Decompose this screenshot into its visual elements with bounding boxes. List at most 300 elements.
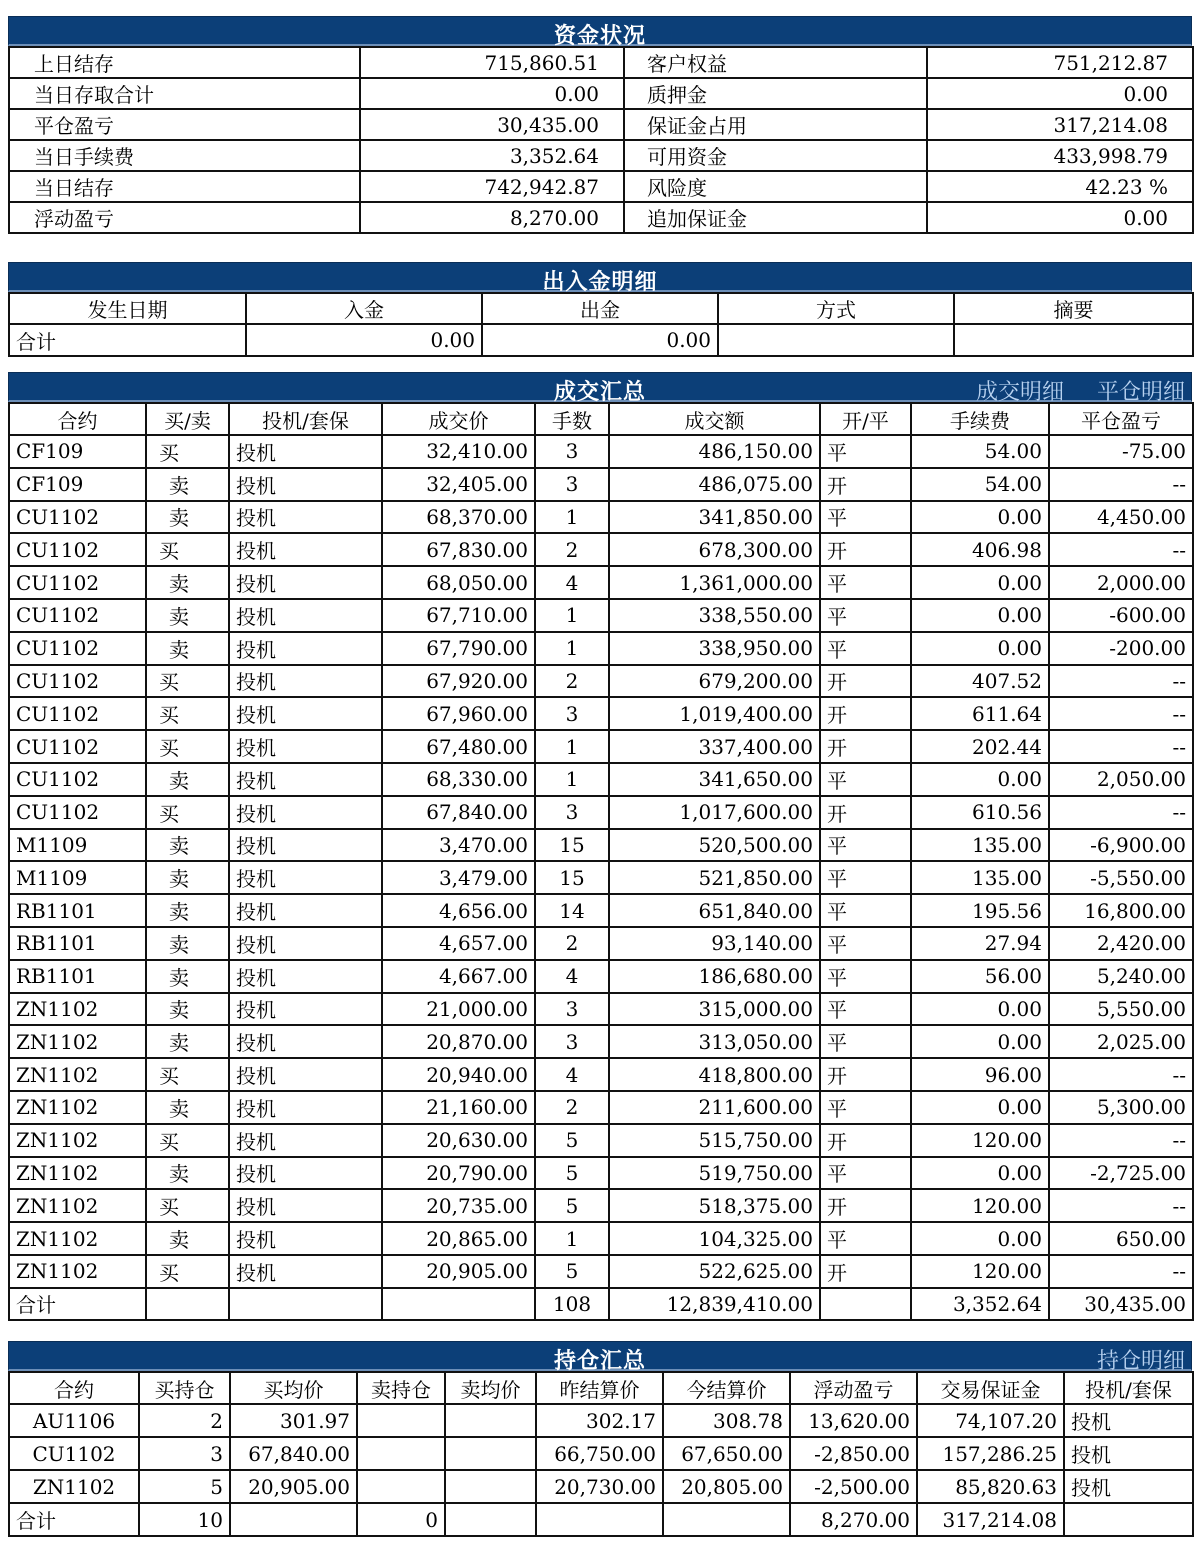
positions-total-cell <box>1064 1503 1193 1536</box>
side-cell: 卖 <box>146 960 229 993</box>
hedge-cell: 投机 <box>229 501 382 534</box>
table-row <box>9 468 1193 501</box>
table-row <box>9 632 1193 665</box>
fee-cell: 0.00 <box>911 1025 1049 1058</box>
contract-cell: ZN1102 <box>9 993 146 1026</box>
contract-cell: CU1102 <box>9 632 146 665</box>
funds-value: 42.23 % <box>927 171 1193 202</box>
table-row <box>9 829 1193 862</box>
close-pnl-cell: -- <box>1049 697 1193 730</box>
fee-cell: 96.00 <box>911 1058 1049 1091</box>
table-row <box>9 861 1193 894</box>
positions-total-cell: 317,214.08 <box>917 1503 1064 1536</box>
amount-cell: 418,800.00 <box>609 1058 820 1091</box>
cashflow-table <box>8 292 1194 357</box>
close-pnl-cell: 2,420.00 <box>1049 927 1193 960</box>
positions-title: 持仓汇总 <box>553 1348 646 1374</box>
price-cell: 67,840.00 <box>382 796 535 829</box>
trades-header <box>8 372 1192 405</box>
position-cell: 66,750.00 <box>536 1437 663 1470</box>
price-cell: 21,000.00 <box>382 993 535 1026</box>
fee-cell: 120.00 <box>911 1255 1049 1288</box>
funds-label: 上日结存 <box>9 47 360 78</box>
funds-title: 资金状况 <box>553 23 646 49</box>
positions-total-cell <box>663 1503 790 1536</box>
price-cell: 68,330.00 <box>382 763 535 796</box>
table-row <box>9 435 1193 468</box>
amount-cell: 104,325.00 <box>609 1222 820 1255</box>
funds-value: 0.00 <box>927 202 1193 233</box>
close-pnl-cell: 2,025.00 <box>1049 1025 1193 1058</box>
cashflow-column-header: 入金 <box>246 293 482 324</box>
positions-table <box>8 1371 1194 1537</box>
close-pnl-cell: 16,800.00 <box>1049 894 1193 927</box>
close-pnl-cell: -200.00 <box>1049 632 1193 665</box>
price-cell: 68,050.00 <box>382 566 535 599</box>
positions-total-cell: 8,270.00 <box>790 1503 917 1536</box>
side-cell: 卖 <box>146 566 229 599</box>
amount-cell: 315,000.00 <box>609 993 820 1026</box>
amount-cell: 338,950.00 <box>609 632 820 665</box>
price-cell: 32,405.00 <box>382 468 535 501</box>
lots-cell: 1 <box>535 501 609 534</box>
hedge-cell: 投机 <box>229 566 382 599</box>
lots-cell: 15 <box>535 861 609 894</box>
side-cell: 买 <box>146 665 229 698</box>
funds-value: 317,214.08 <box>927 109 1193 140</box>
trades-total-cell: 3,352.64 <box>911 1288 1049 1320</box>
contract-cell: M1109 <box>9 829 146 862</box>
lots-cell: 2 <box>535 533 609 566</box>
amount-cell: 93,140.00 <box>609 927 820 960</box>
cashflow-total-in: 0.00 <box>246 324 482 356</box>
openclose-cell: 平 <box>820 960 911 993</box>
positions-column-header: 卖均价 <box>445 1372 536 1404</box>
side-cell: 卖 <box>146 632 229 665</box>
price-cell: 3,470.00 <box>382 829 535 862</box>
contract-cell: CU1102 <box>9 697 146 730</box>
hedge-cell: 投机 <box>229 796 382 829</box>
side-cell: 买 <box>146 730 229 763</box>
hedge-cell: 投机 <box>229 1222 382 1255</box>
contract-cell: M1109 <box>9 861 146 894</box>
price-cell: 20,940.00 <box>382 1058 535 1091</box>
funds-value: 742,942.87 <box>360 171 624 202</box>
amount-cell: 679,200.00 <box>609 665 820 698</box>
funds-value: 8,270.00 <box>360 202 624 233</box>
cashflow-total-row <box>9 324 1193 356</box>
cashflow-title: 出入金明细 <box>542 269 658 295</box>
position-detail-link[interactable]: 持仓明细 <box>1096 1349 1185 1374</box>
positions-column-header: 投机/套保 <box>1064 1372 1193 1404</box>
close-pnl-cell: -2,725.00 <box>1049 1157 1193 1190</box>
contract-cell: CU1102 <box>9 665 146 698</box>
amount-cell: 211,600.00 <box>609 1091 820 1124</box>
position-cell: 20,805.00 <box>663 1470 790 1503</box>
amount-cell: 515,750.00 <box>609 1124 820 1157</box>
close-pnl-cell: 4,450.00 <box>1049 501 1193 534</box>
lots-cell: 15 <box>535 829 609 862</box>
fee-cell: 407.52 <box>911 665 1049 698</box>
position-cell <box>357 1470 445 1503</box>
lots-cell: 1 <box>535 1222 609 1255</box>
fee-cell: 611.64 <box>911 697 1049 730</box>
position-cell: ZN1102 <box>9 1470 139 1503</box>
position-cell: 13,620.00 <box>790 1404 917 1437</box>
table-row <box>9 1124 1193 1157</box>
contract-cell: CF109 <box>9 435 146 468</box>
close-pnl-cell: 5,550.00 <box>1049 993 1193 1026</box>
position-cell: 20,905.00 <box>230 1470 357 1503</box>
table-row <box>9 665 1193 698</box>
hedge-cell: 投机 <box>229 1091 382 1124</box>
price-cell: 68,370.00 <box>382 501 535 534</box>
close-pnl-cell: -- <box>1049 468 1193 501</box>
price-cell: 4,667.00 <box>382 960 535 993</box>
funds-label: 质押金 <box>624 78 927 109</box>
position-cell: 85,820.63 <box>917 1470 1064 1503</box>
close-pnl-cell: 2,050.00 <box>1049 763 1193 796</box>
table-row <box>9 1189 1193 1222</box>
close-pnl-cell: -- <box>1049 1124 1193 1157</box>
close-pnl-cell: 5,300.00 <box>1049 1091 1193 1124</box>
contract-cell: RB1101 <box>9 894 146 927</box>
openclose-cell: 平 <box>820 1091 911 1124</box>
table-row <box>9 566 1193 599</box>
lots-cell: 3 <box>535 697 609 730</box>
close-pnl-cell: -- <box>1049 665 1193 698</box>
cashflow-column-header: 摘要 <box>954 293 1193 324</box>
trades-total-row <box>9 1288 1193 1320</box>
positions-section <box>8 1341 1192 1537</box>
table-row <box>9 1222 1193 1255</box>
contract-cell: CF109 <box>9 468 146 501</box>
lots-cell: 4 <box>535 566 609 599</box>
side-cell: 卖 <box>146 993 229 1026</box>
positions-column-header: 卖持仓 <box>357 1372 445 1404</box>
side-cell: 买 <box>146 796 229 829</box>
trades-column-header: 成交额 <box>609 403 820 435</box>
openclose-cell: 开 <box>820 730 911 763</box>
price-cell: 67,960.00 <box>382 697 535 730</box>
fee-cell: 120.00 <box>911 1189 1049 1222</box>
positions-column-header: 今结算价 <box>663 1372 790 1404</box>
positions-column-header: 买均价 <box>230 1372 357 1404</box>
trades-table <box>8 402 1194 1321</box>
side-cell: 卖 <box>146 599 229 632</box>
openclose-cell: 平 <box>820 829 911 862</box>
table-row <box>9 927 1193 960</box>
amount-cell: 341,850.00 <box>609 501 820 534</box>
contract-cell: ZN1102 <box>9 1124 146 1157</box>
contract-cell: CU1102 <box>9 796 146 829</box>
openclose-cell: 开 <box>820 1189 911 1222</box>
cashflow-total-method <box>718 324 954 356</box>
position-cell <box>445 1437 536 1470</box>
openclose-cell: 平 <box>820 566 911 599</box>
position-cell: CU1102 <box>9 1437 139 1470</box>
contract-cell: ZN1102 <box>9 1091 146 1124</box>
amount-cell: 486,150.00 <box>609 435 820 468</box>
hedge-cell: 投机 <box>229 1124 382 1157</box>
contract-cell: ZN1102 <box>9 1058 146 1091</box>
positions-total-cell: 合计 <box>9 1503 139 1536</box>
funds-value: 0.00 <box>360 78 624 109</box>
cashflow-column-header: 方式 <box>718 293 954 324</box>
amount-cell: 520,500.00 <box>609 829 820 862</box>
funds-row <box>9 78 1193 109</box>
close-pnl-cell: -- <box>1049 730 1193 763</box>
contract-cell: ZN1102 <box>9 1189 146 1222</box>
funds-label: 当日手续费 <box>9 140 360 171</box>
openclose-cell: 平 <box>820 927 911 960</box>
fee-cell: 406.98 <box>911 533 1049 566</box>
position-cell: 67,840.00 <box>230 1437 357 1470</box>
openclose-cell: 平 <box>820 1025 911 1058</box>
side-cell: 卖 <box>146 1025 229 1058</box>
amount-cell: 519,750.00 <box>609 1157 820 1190</box>
contract-cell: CU1102 <box>9 533 146 566</box>
amount-cell: 1,361,000.00 <box>609 566 820 599</box>
openclose-cell: 平 <box>820 501 911 534</box>
fee-cell: 54.00 <box>911 435 1049 468</box>
cashflow-header <box>8 262 1192 295</box>
lots-cell: 14 <box>535 894 609 927</box>
table-row <box>9 1025 1193 1058</box>
price-cell: 20,865.00 <box>382 1222 535 1255</box>
position-cell: -2,500.00 <box>790 1470 917 1503</box>
hedge-cell: 投机 <box>229 1157 382 1190</box>
positions-total-cell: 10 <box>139 1503 230 1536</box>
price-cell: 20,790.00 <box>382 1157 535 1190</box>
side-cell: 卖 <box>146 763 229 796</box>
price-cell: 20,630.00 <box>382 1124 535 1157</box>
positions-total-cell: 0 <box>357 1503 445 1536</box>
lots-cell: 1 <box>535 599 609 632</box>
hedge-cell: 投机 <box>229 763 382 796</box>
positions-column-header: 合约 <box>9 1372 139 1404</box>
positions-column-header: 昨结算价 <box>536 1372 663 1404</box>
close-pnl-cell: -- <box>1049 1189 1193 1222</box>
hedge-cell: 投机 <box>229 927 382 960</box>
price-cell: 20,905.00 <box>382 1255 535 1288</box>
funds-row <box>9 109 1193 140</box>
openclose-cell: 开 <box>820 697 911 730</box>
hedge-cell: 投机 <box>229 1058 382 1091</box>
contract-cell: ZN1102 <box>9 1025 146 1058</box>
openclose-cell: 平 <box>820 599 911 632</box>
cashflow-total-memo <box>954 324 1193 356</box>
table-row <box>9 993 1193 1026</box>
trades-column-header: 平仓盈亏 <box>1049 403 1193 435</box>
side-cell: 卖 <box>146 1222 229 1255</box>
amount-cell: 186,680.00 <box>609 960 820 993</box>
hedge-cell: 投机 <box>229 697 382 730</box>
position-cell: 301.97 <box>230 1404 357 1437</box>
openclose-cell: 平 <box>820 435 911 468</box>
funds-row <box>9 140 1193 171</box>
close-pnl-cell: -75.00 <box>1049 435 1193 468</box>
amount-cell: 338,550.00 <box>609 599 820 632</box>
fee-cell: 610.56 <box>911 796 1049 829</box>
openclose-cell: 开 <box>820 533 911 566</box>
side-cell: 卖 <box>146 1091 229 1124</box>
cashflow-column-header: 出金 <box>482 293 718 324</box>
fee-cell: 0.00 <box>911 632 1049 665</box>
hedge-cell: 投机 <box>229 468 382 501</box>
trades-total-cell: 30,435.00 <box>1049 1288 1193 1320</box>
trades-column-header: 手续费 <box>911 403 1049 435</box>
trades-column-header: 合约 <box>9 403 146 435</box>
position-cell: 302.17 <box>536 1404 663 1437</box>
hedge-cell: 投机 <box>229 435 382 468</box>
side-cell: 买 <box>146 697 229 730</box>
fee-cell: 135.00 <box>911 861 1049 894</box>
trades-column-header: 成交价 <box>382 403 535 435</box>
table-row <box>9 1404 1193 1437</box>
table-row <box>9 763 1193 796</box>
position-cell: 3 <box>139 1437 230 1470</box>
openclose-cell: 开 <box>820 468 911 501</box>
positions-column-header: 买持仓 <box>139 1372 230 1404</box>
lots-cell: 2 <box>535 927 609 960</box>
trades-title: 成交汇总 <box>553 379 646 405</box>
position-cell: 投机 <box>1064 1437 1193 1470</box>
funds-label: 保证金占用 <box>624 109 927 140</box>
trades-column-header: 买/卖 <box>146 403 229 435</box>
funds-label: 当日存取合计 <box>9 78 360 109</box>
lots-cell: 4 <box>535 960 609 993</box>
fee-cell: 135.00 <box>911 829 1049 862</box>
table-row <box>9 730 1193 763</box>
funds-section <box>8 16 1192 234</box>
close-detail-link[interactable]: 平仓明细 <box>1096 380 1185 405</box>
price-cell: 67,480.00 <box>382 730 535 763</box>
position-cell: -2,850.00 <box>790 1437 917 1470</box>
close-pnl-cell: -6,900.00 <box>1049 829 1193 862</box>
amount-cell: 522,625.00 <box>609 1255 820 1288</box>
hedge-cell: 投机 <box>229 730 382 763</box>
side-cell: 买 <box>146 533 229 566</box>
trades-column-header: 手数 <box>535 403 609 435</box>
openclose-cell: 开 <box>820 1058 911 1091</box>
hedge-cell: 投机 <box>229 533 382 566</box>
positions-column-header: 浮动盈亏 <box>790 1372 917 1404</box>
positions-column-header: 交易保证金 <box>917 1372 1064 1404</box>
amount-cell: 1,017,600.00 <box>609 796 820 829</box>
hedge-cell: 投机 <box>229 993 382 1026</box>
lots-cell: 1 <box>535 730 609 763</box>
fee-cell: 56.00 <box>911 960 1049 993</box>
side-cell: 卖 <box>146 894 229 927</box>
close-pnl-cell: -- <box>1049 1058 1193 1091</box>
position-cell <box>445 1404 536 1437</box>
price-cell: 67,920.00 <box>382 665 535 698</box>
trades-total-cell <box>146 1288 229 1320</box>
positions-total-cell <box>230 1503 357 1536</box>
side-cell: 卖 <box>146 468 229 501</box>
funds-value: 0.00 <box>927 78 1193 109</box>
openclose-cell: 平 <box>820 1157 911 1190</box>
funds-label: 可用资金 <box>624 140 927 171</box>
lots-cell: 3 <box>535 1025 609 1058</box>
funds-label: 追加保证金 <box>624 202 927 233</box>
contract-cell: RB1101 <box>9 927 146 960</box>
funds-table <box>8 46 1194 234</box>
funds-row <box>9 202 1193 233</box>
funds-value: 30,435.00 <box>360 109 624 140</box>
close-pnl-cell: 2,000.00 <box>1049 566 1193 599</box>
lots-cell: 4 <box>535 1058 609 1091</box>
side-cell: 卖 <box>146 829 229 862</box>
contract-cell: ZN1102 <box>9 1157 146 1190</box>
lots-cell: 2 <box>535 665 609 698</box>
openclose-cell: 平 <box>820 993 911 1026</box>
table-row <box>9 697 1193 730</box>
lots-cell: 3 <box>535 796 609 829</box>
side-cell: 买 <box>146 1189 229 1222</box>
funds-label: 客户权益 <box>624 47 927 78</box>
table-row <box>9 1437 1193 1470</box>
contract-cell: CU1102 <box>9 599 146 632</box>
lots-cell: 3 <box>535 468 609 501</box>
trades-total-cell: 合计 <box>9 1288 146 1320</box>
side-cell: 买 <box>146 1255 229 1288</box>
fee-cell: 0.00 <box>911 599 1049 632</box>
price-cell: 67,790.00 <box>382 632 535 665</box>
funds-header <box>8 16 1192 49</box>
fee-cell: 0.00 <box>911 1157 1049 1190</box>
trades-total-cell: 12,839,410.00 <box>609 1288 820 1320</box>
trades-links <box>950 375 1185 406</box>
amount-cell: 518,375.00 <box>609 1189 820 1222</box>
contract-cell: CU1102 <box>9 501 146 534</box>
table-row <box>9 1091 1193 1124</box>
side-cell: 卖 <box>146 501 229 534</box>
position-cell: 74,107.20 <box>917 1404 1064 1437</box>
positions-total-cell <box>445 1503 536 1536</box>
table-row <box>9 894 1193 927</box>
cashflow-column-header: 发生日期 <box>9 293 246 324</box>
fee-cell: 0.00 <box>911 566 1049 599</box>
table-row <box>9 501 1193 534</box>
lots-cell: 3 <box>535 993 609 1026</box>
position-cell: AU1106 <box>9 1404 139 1437</box>
lots-cell: 1 <box>535 763 609 796</box>
lots-cell: 3 <box>535 435 609 468</box>
contract-cell: ZN1102 <box>9 1255 146 1288</box>
price-cell: 32,410.00 <box>382 435 535 468</box>
contract-cell: CU1102 <box>9 566 146 599</box>
positions-links <box>1071 1344 1185 1375</box>
position-cell <box>357 1437 445 1470</box>
side-cell: 卖 <box>146 861 229 894</box>
funds-label: 平仓盈亏 <box>9 109 360 140</box>
amount-cell: 486,075.00 <box>609 468 820 501</box>
side-cell: 卖 <box>146 927 229 960</box>
close-pnl-cell: 5,240.00 <box>1049 960 1193 993</box>
position-cell: 投机 <box>1064 1470 1193 1503</box>
trades-section <box>8 372 1192 1321</box>
funds-label: 当日结存 <box>9 171 360 202</box>
openclose-cell: 平 <box>820 861 911 894</box>
table-row <box>9 533 1193 566</box>
side-cell: 卖 <box>146 1157 229 1190</box>
trade-detail-link[interactable]: 成交明细 <box>975 380 1064 405</box>
openclose-cell: 开 <box>820 796 911 829</box>
position-cell: 5 <box>139 1470 230 1503</box>
fee-cell: 0.00 <box>911 501 1049 534</box>
